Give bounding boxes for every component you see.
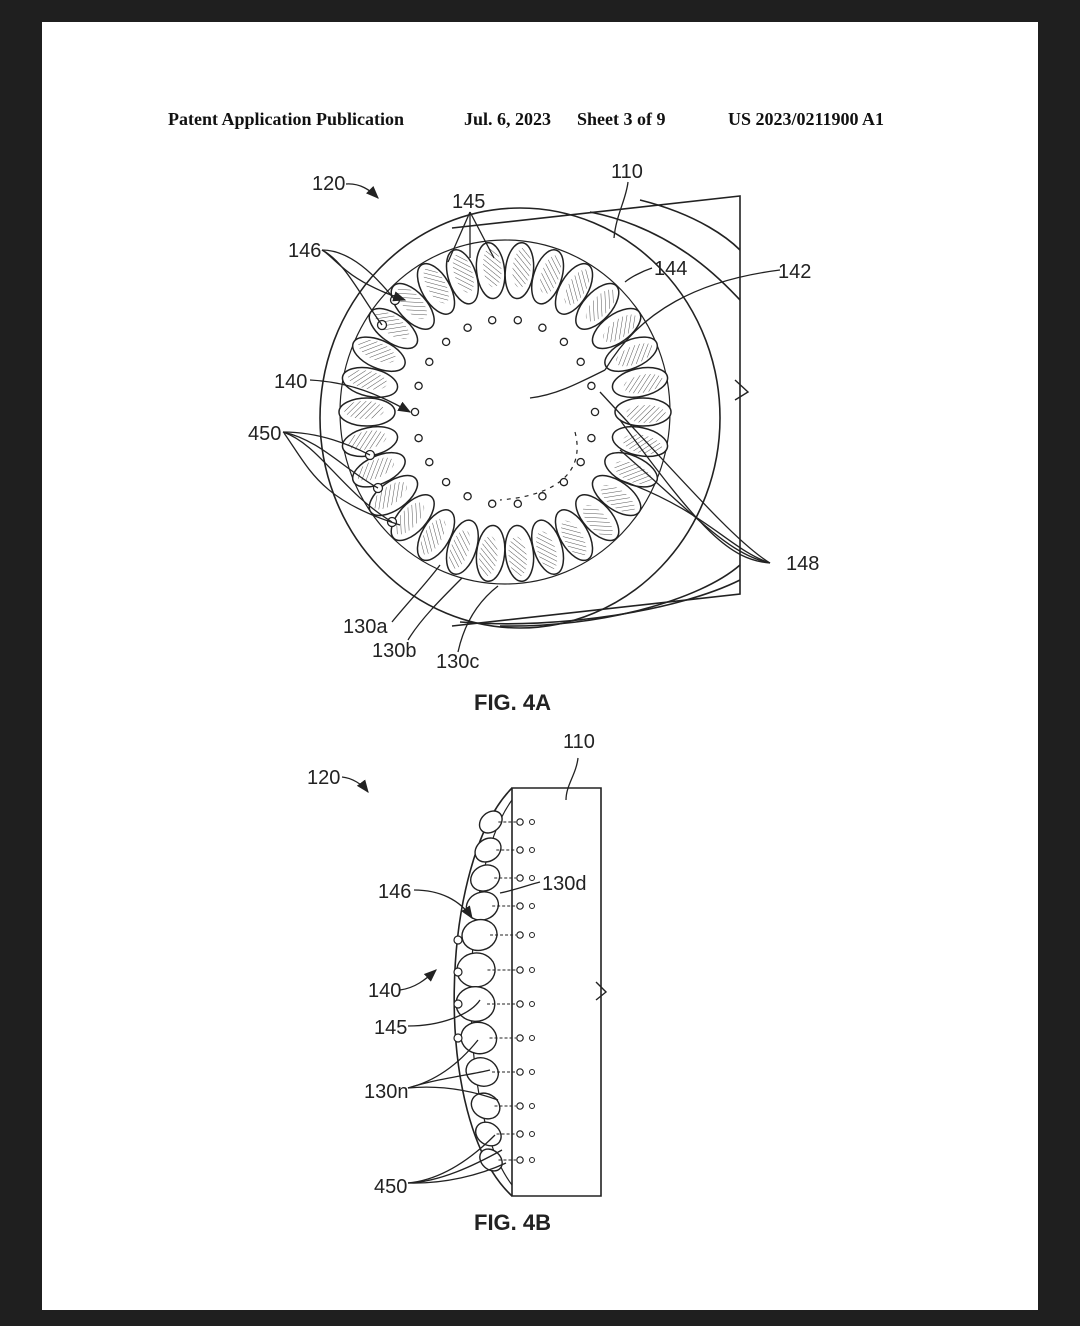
sensor-hole (464, 493, 471, 500)
sensor-hole (514, 317, 521, 324)
side-lens (459, 916, 500, 954)
side-connector-pin (530, 848, 535, 853)
sensor-hole (514, 500, 521, 507)
lens-shading (344, 401, 384, 419)
sensor-hole (443, 479, 450, 486)
side-lens (475, 807, 506, 838)
sensor-hole (411, 408, 418, 415)
fig-4a-caption: FIG. 4A (474, 690, 552, 715)
side-connector-pin (530, 1104, 535, 1109)
side-connector-pin (530, 1002, 535, 1007)
sensor-hole (426, 358, 433, 365)
sensor-hole (443, 338, 450, 345)
fig-4a-hole-ring (411, 317, 598, 508)
header-date: Jul. 6, 2023 (464, 109, 552, 129)
sensor-hole (560, 479, 567, 486)
side-lens (470, 833, 505, 867)
side-connector (517, 1001, 523, 1007)
sensor-hole (539, 493, 546, 500)
fig-4b-lens-column (454, 807, 535, 1176)
side-lens (471, 1117, 506, 1150)
lens-element (339, 398, 395, 426)
label-110-b: 110 (563, 731, 595, 753)
side-hole (454, 1000, 462, 1008)
label-130n: 130n (364, 1081, 409, 1103)
side-connector (517, 903, 523, 909)
label-144: 144 (654, 258, 688, 280)
label-145: 145 (452, 191, 486, 213)
label-146: 146 (288, 240, 322, 262)
header-sheet: Sheet 3 of 9 (577, 109, 666, 129)
side-lens (458, 1019, 500, 1057)
label-450-b: 450 (374, 1176, 408, 1198)
side-connector (517, 967, 523, 973)
label-450: 450 (248, 423, 282, 445)
sensor-hole (577, 358, 584, 365)
label-140-b: 140 (368, 980, 402, 1002)
side-connector-pin (530, 1132, 535, 1137)
sensor-hole (415, 382, 422, 389)
label-120: 120 (312, 173, 346, 195)
side-connector-pin (530, 933, 535, 938)
sensor-hole (464, 324, 471, 331)
side-connector-pin (530, 1158, 535, 1163)
label-130c: 130c (436, 651, 480, 673)
sensor-hole (577, 459, 584, 466)
side-connector-pin (530, 876, 535, 881)
side-hole (454, 968, 462, 976)
sensor-hole (415, 435, 422, 442)
sensor-hole (588, 382, 595, 389)
sensor-hole (489, 500, 496, 507)
side-connector (517, 1035, 523, 1041)
label-130d: 130d (542, 873, 587, 895)
fig-4b-caption: FIG. 4B (474, 1210, 552, 1235)
label-120-b: 120 (307, 767, 341, 789)
label-140: 140 (274, 371, 308, 393)
side-connector-pin (530, 820, 535, 825)
lens-shading (626, 405, 666, 423)
sensor-hole (489, 317, 496, 324)
sensor-hole (539, 324, 546, 331)
side-connector-pin (530, 968, 535, 973)
label-148: 148 (786, 553, 820, 575)
side-connector (517, 932, 523, 938)
side-connector-pin (530, 1036, 535, 1041)
sensor-hole (591, 408, 598, 415)
label-110: 110 (611, 161, 643, 183)
label-145-b: 145 (374, 1017, 408, 1039)
side-connector (517, 1069, 523, 1075)
side-connector-pin (530, 1070, 535, 1075)
side-connector (517, 1103, 523, 1109)
side-lens (467, 1088, 505, 1124)
side-connector (517, 847, 523, 853)
side-connector (517, 875, 523, 881)
sensor-hole (560, 338, 567, 345)
header-publication: Patent Application Publication (168, 109, 405, 129)
sensor-hole (426, 459, 433, 466)
label-130a: 130a (343, 616, 388, 638)
fig-4b-labels (307, 731, 595, 1235)
label-130b: 130b (372, 640, 417, 662)
label-146-b: 146 (378, 881, 412, 903)
side-connector-pin (530, 904, 535, 909)
side-connector (517, 1157, 523, 1163)
header-number: US 2023/0211900 A1 (728, 109, 885, 129)
side-connector (517, 1131, 523, 1137)
side-hole (454, 936, 462, 944)
lens-element (615, 398, 671, 426)
side-hole (454, 1034, 462, 1042)
sensor-hole (588, 435, 595, 442)
label-142: 142 (778, 261, 812, 283)
side-connector (517, 819, 523, 825)
